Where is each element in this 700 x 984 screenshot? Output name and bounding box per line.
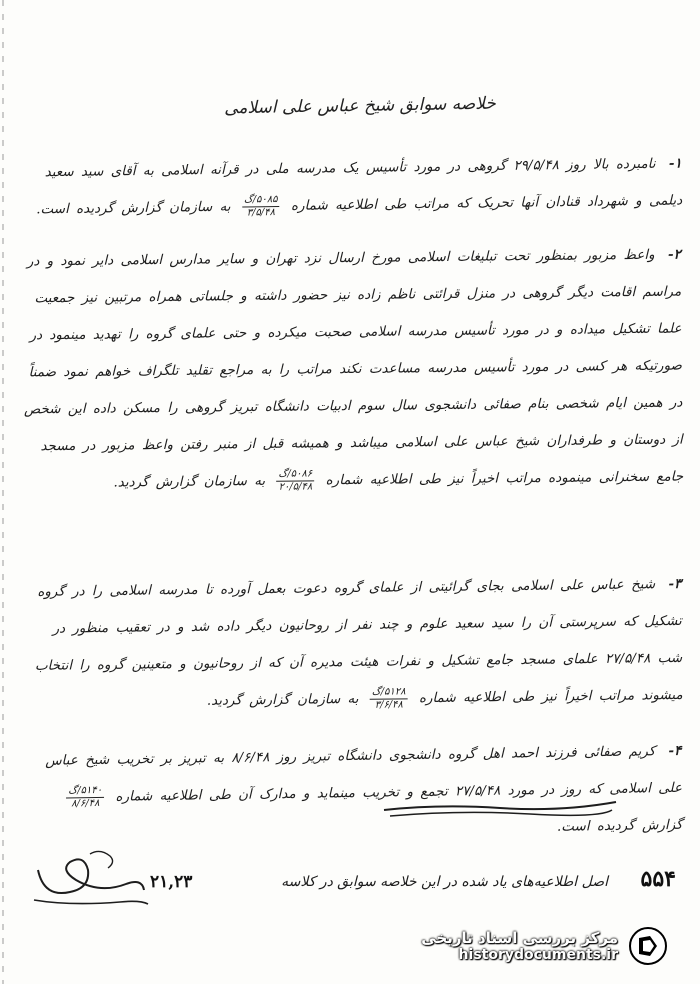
footer-date: ۲۱,۲۳ bbox=[150, 872, 193, 892]
archive-watermark bbox=[421, 926, 668, 966]
paragraph-3 bbox=[21, 566, 683, 722]
paragraph-text-end: به سازمان گزارش گردیده است. bbox=[36, 198, 231, 218]
paragraph-number: ۳- bbox=[668, 575, 682, 593]
reference-number bbox=[370, 686, 408, 711]
paragraph-number: ۴- bbox=[668, 742, 682, 760]
paragraph-text-end: به سازمان گزارش گردید. bbox=[206, 690, 359, 709]
watermark-org-name: مرکز بررسی اسناد تاریخی bbox=[421, 929, 618, 947]
watermark-url: historydocuments.ir bbox=[458, 947, 618, 963]
reference-top: ۵۱۲۸/گ bbox=[370, 686, 408, 699]
footer-note: اصل اطلاعیه‌های یاد شده در این خلاصه سوابق در کلاسه bbox=[281, 874, 608, 890]
strikethrough-mark bbox=[380, 790, 620, 820]
paragraph-text: واعظ مزبور بمنظور تحت تبلیغات اسلامی مورخ ارسال نزد تهران و سایر مدارس اسلامی دایر نمود و در مراسم اقامت دیگر گروهی در منزل قرائتی ناظم زاده نیز حضور داشته و جلساتی همراه مرتبین نیز جمعیت علما تشکیل میداده و در مورد تأسیس مدرسه اسلامی صحبت میکرده و حتی علمای گروه را تهدید مینمود در صورتیکه هر کسی در مورد تأسیس مدرسه مساعدت نکند مراتب را به مراجع تقلید تلگراف خواهم نمود ضمناً در همین ایام شخصی بنام صفائی دانشجوی سال سوم ادبیات دانشگاه تبریز گروهی را مسکن داده این شخص از دوستان و طرفداران شیخ عباس علی اسلامی میباشد و همیشه قبل از منبر رفتن واعظ مزبور در مسجد جامع سخنرانی مینموده مراتب اخیراً نیز طی اطلاعیه شماره bbox=[23, 246, 684, 489]
reference-bottom: ۸/۶/۴۸ bbox=[71, 797, 100, 810]
paragraph-text-end: گزارش گردیده است. bbox=[556, 816, 683, 835]
paragraph-text: نامبرده بالا روز ۲۹/۵/۴۸ گروهی در مورد تأسیس یک مدرسه ملی در قرآنه اسلامی به آقای سید سعید دیلمی و شهرداد قنادان آنها تحریک که مراتب طی اطلاعیه شماره bbox=[44, 155, 683, 214]
reference-number bbox=[242, 194, 280, 220]
reference-top: ۵۰۸۵/گ bbox=[242, 194, 280, 208]
paragraph-text: شیخ عباس علی اسلامی بجای گرائیتی از علمای گروه دعوت بعمل آورده تا مدرسه اسلامی را در گروه تشکیل که سرپرستی آن را سید سعید علوم و چند نفر از روحانیون دیگر داده شد و در تعقیب منظور در شب ۲۷/۵/۴۸ علمای مسجد جامع تشکیل و نفرات هیئت مدیره آن که از روحانیون و متعینین گروه را انتخاب میشوند مراتب اخیراً نیز طی اطلاعیه شماره bbox=[34, 576, 683, 707]
paragraph-text-end: به سازمان گزارش گردید. bbox=[113, 472, 266, 491]
reference-bottom: ۲۰/۵/۴۸ bbox=[278, 481, 313, 493]
paragraph-text: کریم صفائی فرزند احمد اهل گروه دانشجوی دانشگاه تبریز روز ۸/۶/۴۸ به تبریز بر تخریب شیخ عباس علی اسلامی که روز در مورد ۲۷/۵/۴۸ تجمع و تخریب مینماید و مدارک آن طی اطلاعیه شماره bbox=[45, 743, 683, 805]
document-title: خلاصه سوابق شیخ عباس علی اسلامی bbox=[223, 93, 497, 119]
paragraph-number: ۱- bbox=[668, 155, 682, 172]
reference-number bbox=[276, 468, 314, 493]
handwritten-signature bbox=[30, 840, 150, 910]
reference-number bbox=[66, 785, 104, 811]
reference-top: ۵۰۸۶/گ bbox=[276, 468, 314, 481]
reference-bottom: ۳/۵/۴۸ bbox=[246, 207, 276, 219]
paragraph-2 bbox=[21, 237, 684, 503]
reference-top: ۵۱۴۰/گ bbox=[66, 785, 104, 799]
reference-bottom: ۳/۶/۴۸ bbox=[374, 699, 403, 711]
archive-logo-icon bbox=[628, 926, 668, 966]
left-scan-edge bbox=[0, 0, 8, 984]
page-number: ۵۵۴ bbox=[640, 866, 676, 892]
paragraph-number: ۲- bbox=[667, 246, 681, 263]
paragraph-1 bbox=[22, 145, 683, 228]
